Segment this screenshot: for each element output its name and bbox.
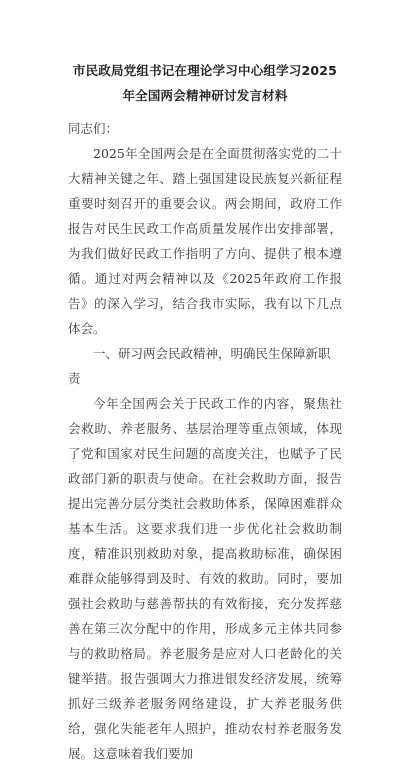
document-title: 市民政局党组书记在理论学习中心组学习2025年全国两会精神研讨发言材料 (72, 63, 338, 103)
section-heading-1: 一、研习两会民政精神，明确民生保障新职责 (68, 346, 331, 386)
intro-paragraph: 2025年全国两会是在全面贯彻落实党的二十大精神关键之年、踏上强国建设民族复兴新征程重要时刻召开的重要会议。两会期间，政府工作报告对民生民政工作高质量发展作出安排部署，为我们做好民政工作指明了方向、提供了根本遵循。通过对两会精神以及《2025年政府工作报告》的深入学习，结合我市实际，我有以下几点体会。 (68, 146, 342, 336)
section-1-paragraph: 今年全国两会关于民政工作的内容，聚焦社会救助、养老服务、基层治理等重点领域，体现了党和国家对民生问题的高度关注，也赋予了民政部门新的职责与使命。在社会救助方面，报告提出完善分层分类社会救助体系，保障困难群众基本生活。这要求我们进一步优化社会救助制度，精准识别救助对象，提高救助标准，确保困难群众能够得到及时、有效的救助。同时，要加强社会救助与慈善帮扶的有效衔接，充分发挥慈善在第三次分配中的作用，形成多元主体共同参与的救助格局。养老服务是应对人口老龄化的关键举措。报告强调大力推进银发经济发展，统筹抓好三级养老服务网络建设，扩大养老服务供给，强化失能老年人照护，推动农村养老服务发展。这意味着我们要加 (68, 396, 342, 761)
salutation: 同志们： (68, 121, 119, 136)
